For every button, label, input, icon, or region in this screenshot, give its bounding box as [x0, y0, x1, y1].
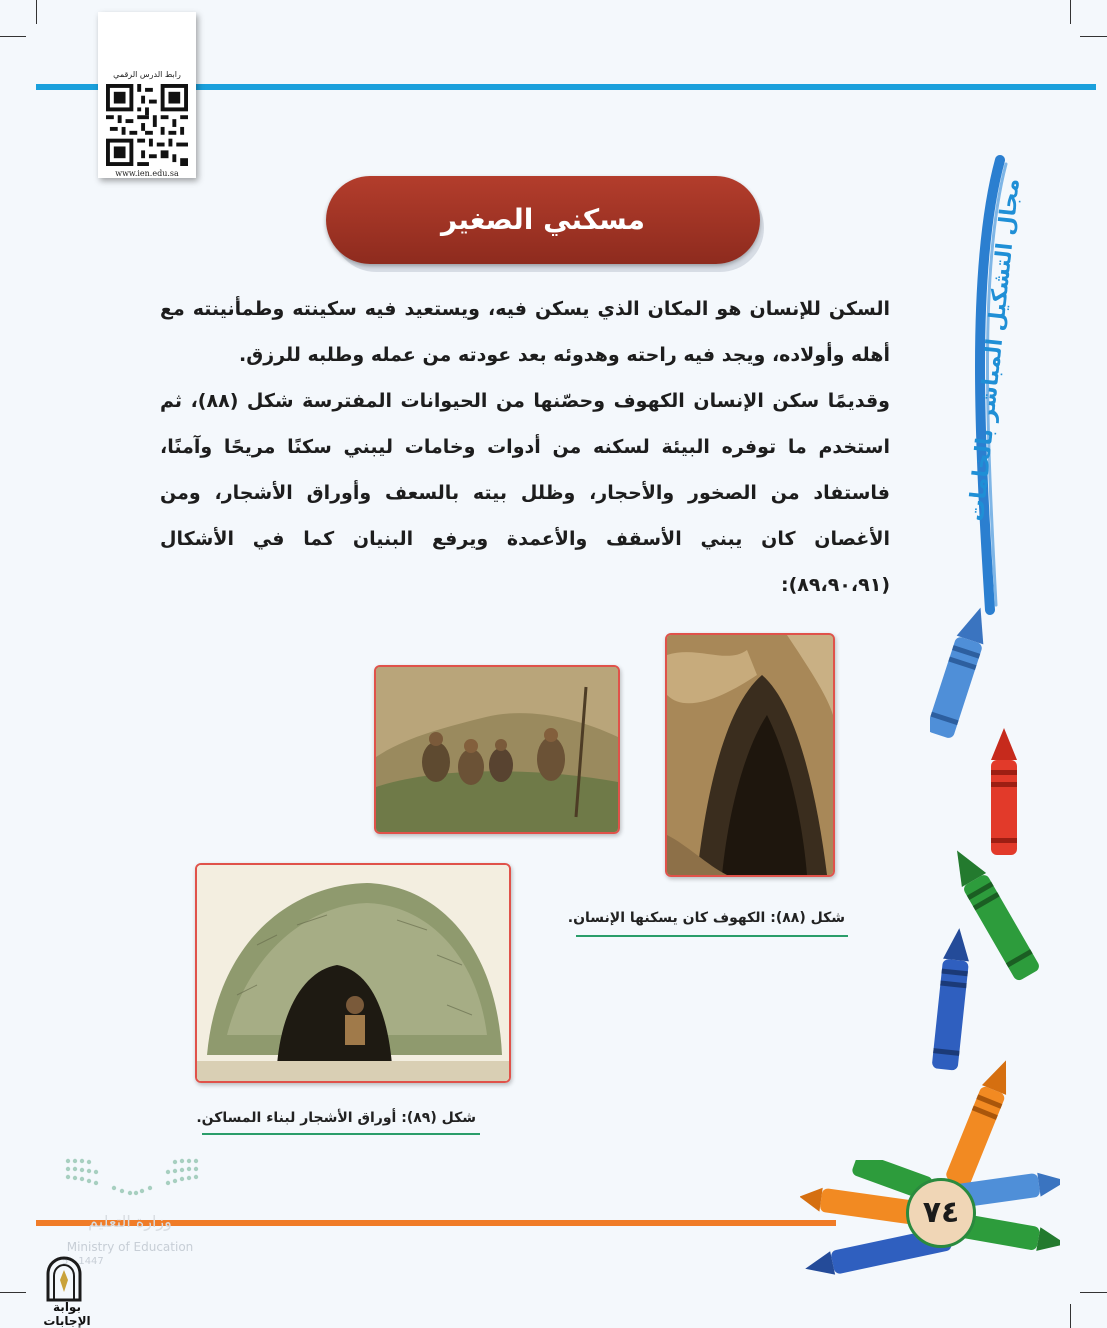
figure-88-caption: شكل (٨٨): الكهوف كان يسكنها الإنسان.	[567, 910, 845, 926]
paragraph-intro: السكن للإنسان هو المكان الذي يسكن فيه، ويستعيد فيه سكينته وطمأنينته مع أهله وأولاده، ويجد فيه راحته وهدوئه بعد عودته من عمله وطلبه للرزق.	[160, 298, 890, 366]
gate-site-label[interactable]: بوابة الإجابات	[43, 1300, 91, 1328]
cave-photo	[665, 633, 835, 877]
lesson-body	[160, 286, 890, 608]
figure-89-caption: شكل (٨٩): أوراق الأشجار لبناء المساكن.	[196, 1110, 476, 1126]
lesson-title: مسكني الصغير	[441, 203, 645, 236]
unit-side-title: مجال التشكيل المباشر بالخامات	[964, 177, 1025, 523]
qr-code-icon[interactable]	[106, 84, 188, 166]
page-number: ٧٤	[922, 1195, 960, 1230]
crop-mark	[1070, 0, 1071, 24]
edition-year: 5 - 1447	[62, 1256, 104, 1267]
leaf-hut-photo	[195, 863, 511, 1083]
gate-logo-icon[interactable]	[44, 1256, 84, 1302]
crop-mark	[0, 1292, 26, 1293]
caption-underline	[576, 935, 848, 937]
caption-underline	[202, 1133, 480, 1135]
ministry-logo-icon	[62, 1155, 202, 1200]
qr-card[interactable]	[98, 12, 196, 178]
crop-mark	[0, 36, 26, 37]
crop-mark	[1080, 36, 1107, 37]
ministry-name-ar: وزارة التعليم	[88, 1212, 172, 1231]
qr-url[interactable]: www.ien.edu.sa	[115, 169, 179, 178]
ministry-name-en: Ministry of Education	[66, 1240, 194, 1254]
qr-title: رابط الدرس الرقمي	[113, 70, 181, 79]
crop-mark	[36, 0, 37, 24]
crayons-decoration	[930, 600, 1040, 1200]
cave-dwellers-photo	[374, 665, 620, 834]
crop-mark	[1070, 1304, 1071, 1328]
crop-mark	[1080, 1292, 1107, 1293]
paragraph-history: وقديمًا سكن الإنسان الكهوف وحصّنها من الحيوانات المفترسة شكل (٨٨)، ثم استخدم ما توفره البيئة لسكنه من أدوات وخامات ليبني سكنًا مريحًا وآمنًا، فاستفاد من الصخور والأحجار، وظلل بيته بالسعف وأوراق الأشجار، ومن الأغصان كان يبني الأسقف والأعمدة ويرفع البنيان كما في الأشكال (٨٩،٩٠،٩١):	[160, 390, 890, 596]
